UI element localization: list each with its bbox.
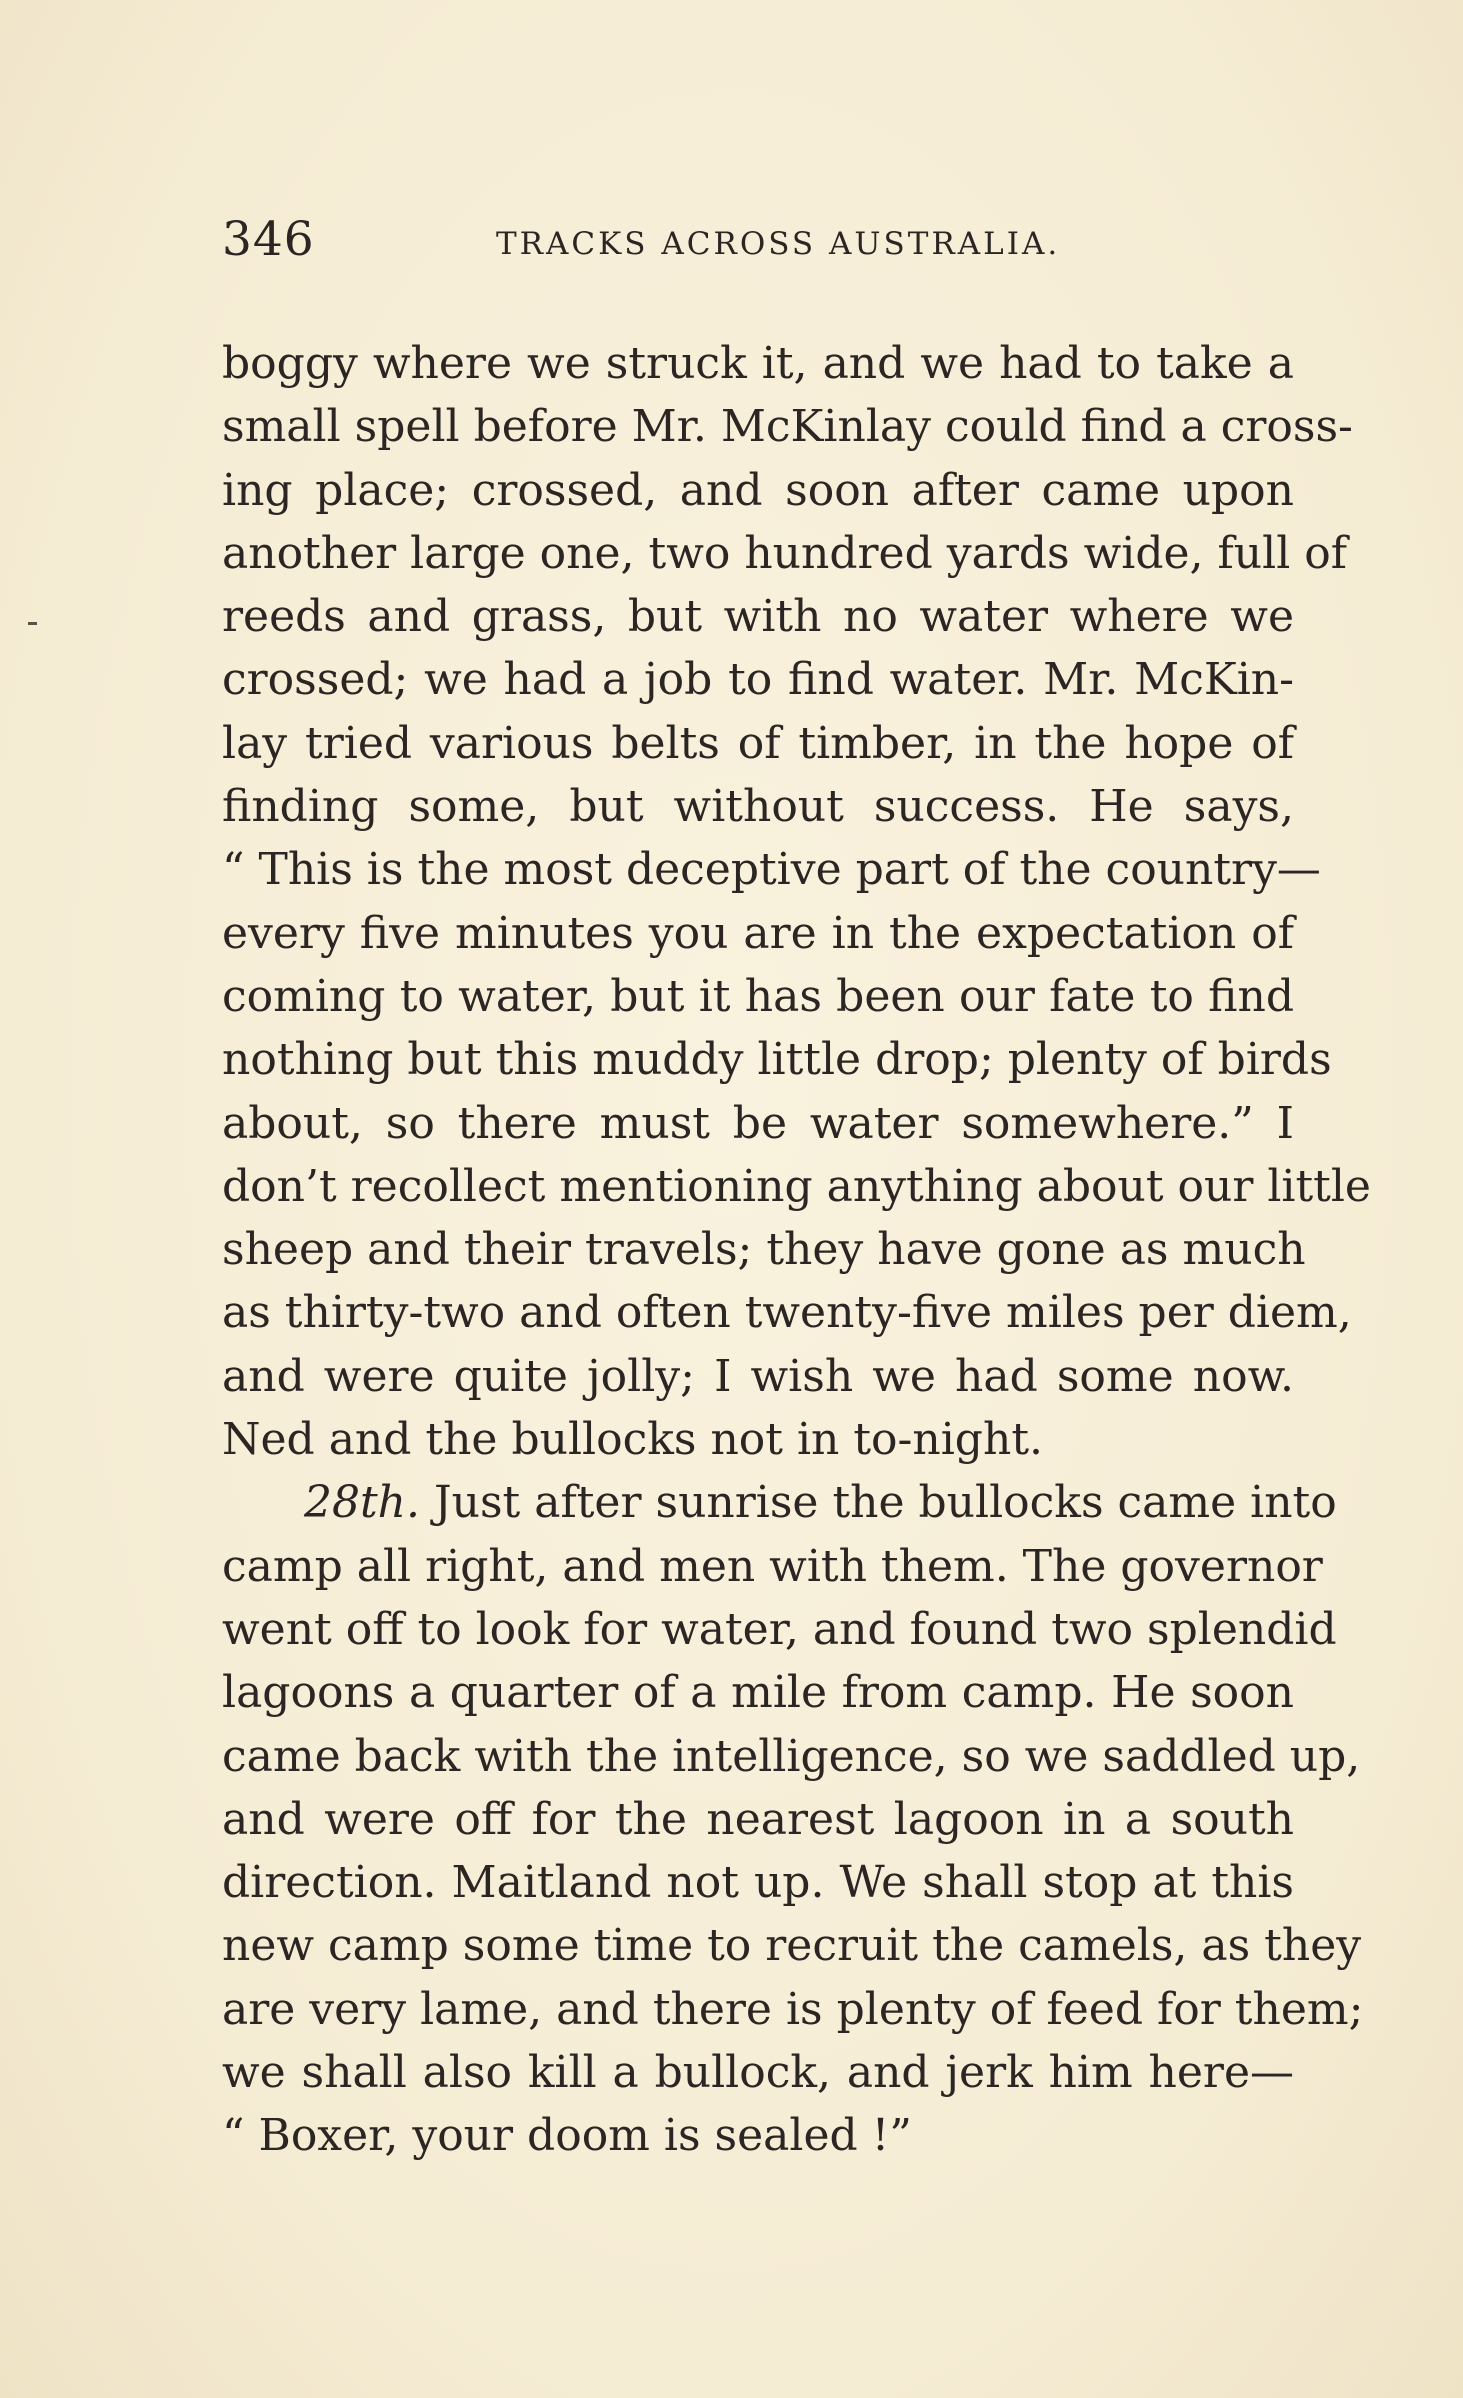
text-line: reeds and grass, but with no water where we <box>222 591 1294 643</box>
body-text <box>222 332 1371 2168</box>
text-line: another large one, two hundred yards wide, full of <box>222 527 1348 579</box>
text-line: crossed; we had a job to find water. Mr. McKin- <box>222 654 1294 706</box>
text-line: we shall also kill a bullock, and jerk him here— <box>222 2047 1294 2099</box>
text-line: direction. Maitland not up. We shall stop at this <box>222 1857 1294 1909</box>
paragraph-start-text: Just after sunrise the bullocks came into <box>434 1477 1337 1529</box>
text-line: are very lame, and there is plenty of feed for them; <box>222 1983 1364 2035</box>
text-line: as thirty-two and often twenty-five miles per diem, <box>222 1287 1352 1339</box>
text-line: nothing but this muddy little drop; plenty of birds <box>222 1034 1332 1086</box>
text-line: sheep and their travels; they have gone as much <box>222 1224 1306 1276</box>
text-line: camp all right, and men with them. The governor <box>222 1540 1323 1592</box>
text-line: don’t recollect mentioning anything about our little <box>222 1160 1371 1212</box>
text-line: ing place; crossed, and soon after came upon <box>222 464 1294 516</box>
text-line: finding some, but without success. He says, <box>222 781 1294 833</box>
text-line: came back with the intelligence, so we saddled up, <box>222 1730 1361 1782</box>
text-line: lay tried various belts of timber, in the hope of <box>222 717 1294 769</box>
page-number: 346 <box>222 212 315 267</box>
text-line: went off to look for water, and found two splendid <box>222 1603 1337 1655</box>
text-line: boggy where we struck it, and we had to take a <box>222 338 1294 389</box>
running-title: TRACKS ACROSS AUSTRALIA. <box>496 226 1061 262</box>
paragraph-start-line <box>222 1471 1337 1534</box>
text-line: new camp some time to recruit the camels, as they <box>222 1920 1362 1972</box>
text-line: about, so there must be water somewhere.” I <box>222 1097 1294 1149</box>
text-line: lagoons a quarter of a mile from camp. He soon <box>222 1667 1294 1719</box>
margin-mark <box>28 622 37 625</box>
text-line: coming to water, but it has been our fate to find <box>222 970 1294 1022</box>
text-line: and were off for the nearest lagoon in a south <box>222 1793 1294 1845</box>
text-line: Ned and the bullocks not in to-night. <box>222 1414 1043 1466</box>
entry-date: 28th. <box>304 1477 420 1529</box>
text-line: small spell before Mr. McKinlay could find a cross- <box>222 401 1353 453</box>
text-line: every five minutes you are in the expectation of <box>222 907 1294 959</box>
text-line: “ Boxer, your doom is sealed !” <box>222 2110 912 2162</box>
running-head <box>222 212 1294 282</box>
text-line: and were quite jolly; I wish we had some now. <box>222 1350 1294 1402</box>
text-line: “ This is the most deceptive part of the country— <box>222 844 1321 896</box>
